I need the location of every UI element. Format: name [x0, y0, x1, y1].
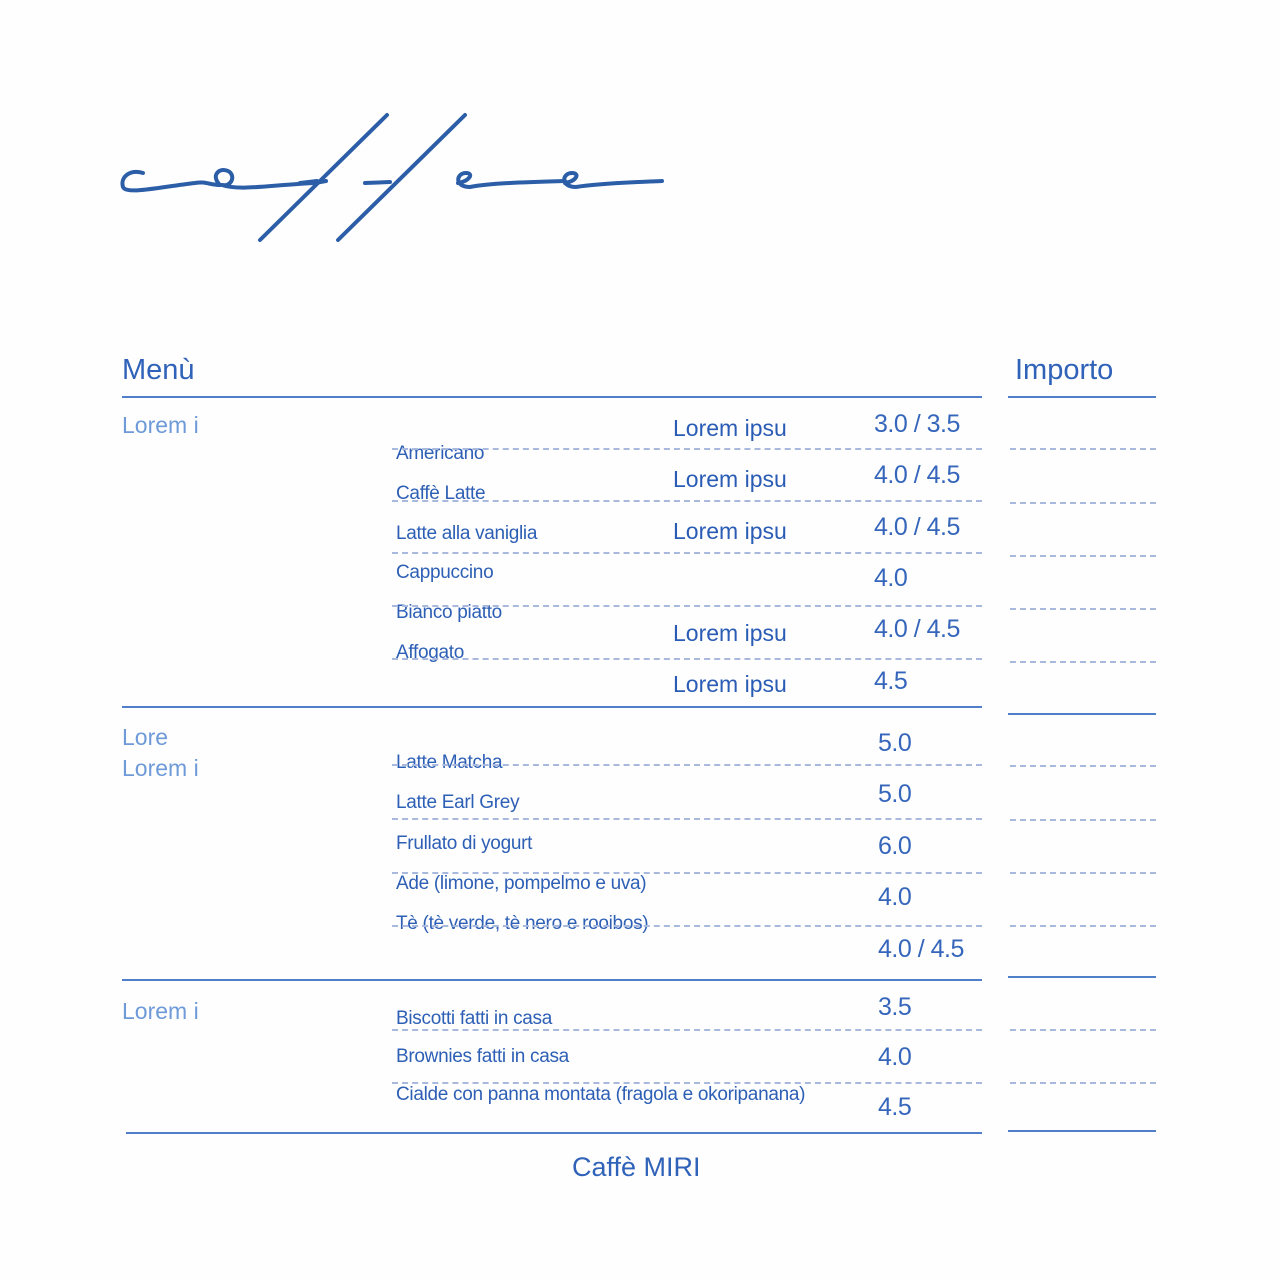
dotted-divider [392, 500, 982, 502]
menu-item: Latte Earl Grey [396, 792, 520, 813]
amount-line [1010, 925, 1156, 927]
divider [1008, 1130, 1156, 1132]
menu-item: Bianco piatto [396, 602, 502, 623]
divider [122, 979, 982, 981]
menu-item: Cialde con panna montata (fragola e okoripanana) [396, 1084, 806, 1105]
menu-header: Menù [122, 354, 195, 386]
size-label: Lorem ipsu [673, 518, 787, 544]
price: 4.0 [874, 564, 908, 592]
amount-line [1010, 608, 1156, 610]
price: 4.0 / 4.5 [874, 513, 960, 541]
amount-line [1010, 555, 1156, 557]
footer-brand: Caffè MIRI [572, 1152, 701, 1182]
price: 4.0 / 4.5 [874, 615, 960, 643]
divider [122, 396, 982, 398]
price: 3.0 / 3.5 [874, 410, 960, 438]
price: 5.0 [878, 729, 912, 757]
size-label: Lorem ipsu [673, 466, 787, 492]
menu-item: Brownies fatti in casa [396, 1046, 569, 1067]
menu-item: Cappuccino [396, 562, 494, 583]
size-label: Lorem ipsu [673, 620, 787, 646]
divider [1008, 713, 1156, 715]
menu-item: Frullato di yogurt [396, 833, 533, 854]
price: 6.0 [878, 832, 912, 860]
section-label: Lorem i [122, 412, 199, 438]
size-label: Lorem ipsu [673, 415, 787, 441]
menu-item: Biscotti fatti in casa [396, 1008, 553, 1029]
dotted-divider [392, 605, 982, 607]
price: 4.0 / 4.5 [874, 461, 960, 489]
amount-line [1010, 819, 1156, 821]
menu-item: Americano [396, 443, 485, 464]
price: 4.0 [878, 1043, 912, 1071]
dotted-divider [392, 658, 982, 660]
menu-item: Ade (limone, pompelmo e uva) [396, 873, 647, 894]
menu-item: Latte alla vaniglia [396, 523, 538, 544]
amount-line [1010, 1029, 1156, 1031]
section-label: Lorem i [122, 998, 199, 1024]
price: 4.0 / 4.5 [878, 935, 964, 963]
section-label: Lorem i [122, 755, 199, 781]
divider [1008, 396, 1156, 398]
divider [1008, 976, 1156, 978]
amount-line [1010, 765, 1156, 767]
price: 3.5 [878, 993, 912, 1021]
dotted-divider [392, 448, 982, 450]
amount-header: Importo [1015, 354, 1114, 386]
dotted-divider [392, 818, 982, 820]
menu-item: Tè (tè verde, tè nero e rooibos) [396, 913, 649, 934]
size-label: Lorem ipsu [673, 671, 787, 697]
price: 4.0 [878, 883, 912, 911]
dotted-divider [392, 764, 982, 766]
dotted-divider [392, 1029, 982, 1031]
amount-line [1010, 502, 1156, 504]
dotted-divider [392, 872, 982, 874]
divider [122, 706, 982, 708]
amount-line [1010, 1082, 1156, 1084]
amount-line [1010, 661, 1156, 663]
section-label: Lore [122, 724, 169, 750]
menu-item: Affogato [396, 642, 465, 663]
dotted-divider [392, 552, 982, 554]
menu-item: Latte Matcha [396, 752, 503, 773]
amount-line [1010, 448, 1156, 450]
dotted-divider [392, 1082, 982, 1084]
price: 5.0 [878, 780, 912, 808]
amount-line [1010, 872, 1156, 874]
price: 4.5 [874, 667, 908, 695]
dotted-divider [392, 925, 982, 927]
divider [126, 1132, 982, 1134]
price: 4.5 [878, 1093, 912, 1121]
coffee-script-logo [110, 105, 680, 255]
menu-item: Caffè Latte [396, 483, 486, 504]
